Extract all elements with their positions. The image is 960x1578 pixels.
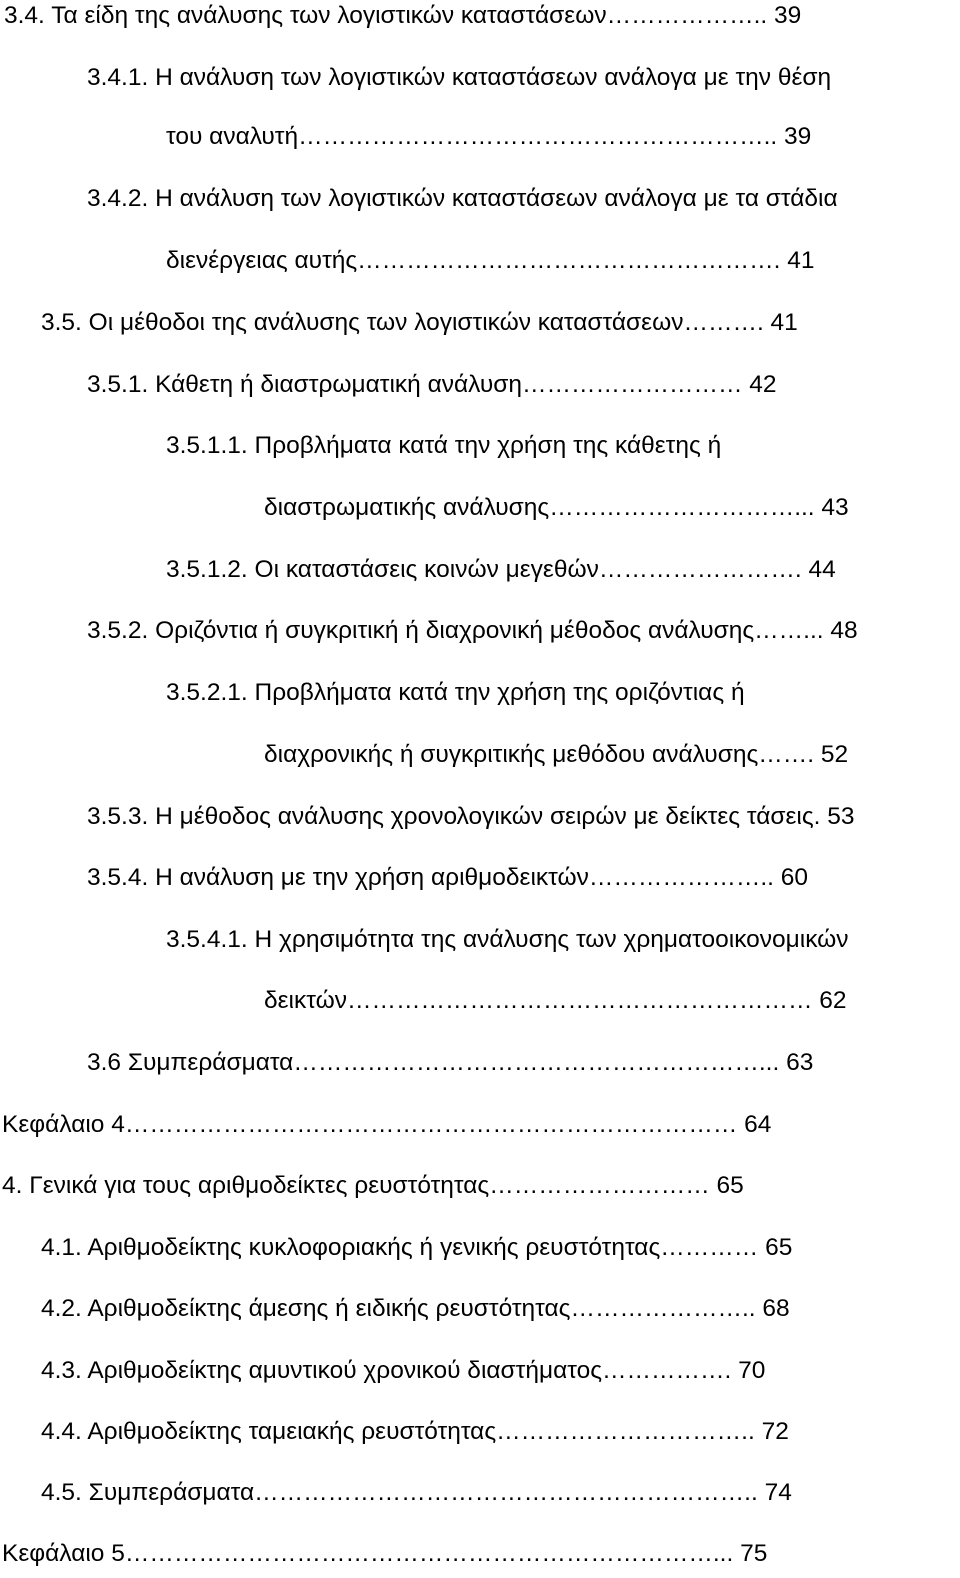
toc-line: 3.5.1.1. Προβλήματα κατά την χρήση της κάθετης ή (166, 432, 722, 459)
toc-line: 3.5.4. Η ανάλυση με την χρήση αριθμοδεικτών………………….. 60 (87, 864, 809, 891)
toc-line: διαστρωματικής ανάλυσης…………………………... 43 (264, 494, 849, 521)
toc-line: 3.4.2. Η ανάλυση των λογιστικών καταστάσεων ανάλογα με τα στάδια (87, 185, 838, 212)
toc-line: 3.5.4.1. Η χρησιμότητα της ανάλυσης των χρηματοοικονομικών (166, 926, 849, 953)
toc-line: 4.3. Αριθμοδείκτης αμυντικού χρονικού διαστήματος……………. 70 (41, 1357, 766, 1384)
toc-line: 4. Γενικά για τους αριθμοδείκτες ρευστότητας……………………… 65 (2, 1172, 744, 1199)
toc-line: δεικτών………………………………………………… 62 (264, 987, 847, 1014)
toc-line: 3.5.3. Η μέθοδος ανάλυσης χρονολογικών σειρών με δείκτες τάσεις. 53 (87, 803, 855, 830)
toc-line: διενέργειας αυτής……………………………………………. 41 (166, 247, 815, 274)
toc-line: 4.5. Συμπεράσματα…………………………………………………….. 74 (41, 1479, 792, 1506)
toc-line: του αναλυτή………………………………………………….. 39 (166, 123, 812, 150)
toc-line: 3.5.2. Οριζόντια ή συγκριτική ή διαχρονική μέθοδος ανάλυσης……... 48 (87, 617, 858, 644)
toc-line: 3.5.1.2. Οι καταστάσεις κοινών μεγεθών……………………. 44 (166, 556, 836, 583)
toc-line: 3.4. Τα είδη της ανάλυσης των λογιστικών καταστάσεων……………….. 39 (4, 2, 802, 29)
toc-line: 3.5. Οι μέθοδοι της ανάλυσης των λογιστικών καταστάσεων………. 41 (41, 309, 798, 336)
toc-line: διαχρονικής ή συγκριτικής μεθόδου ανάλυσης……. 52 (264, 741, 849, 768)
toc-line: 3.6 Συμπεράσματα…………………………………………………... 63 (87, 1049, 814, 1076)
toc-line: 3.4.1. Η ανάλυση των λογιστικών καταστάσεων ανάλογα με την θέση (87, 64, 832, 91)
toc-line: 4.4. Αριθμοδείκτης ταμειακής ρευστότητας………………………….. 72 (41, 1418, 789, 1445)
toc-line: 4.1. Αριθμοδείκτης κυκλοφοριακής ή γενικής ρευστότητας………… 65 (41, 1234, 793, 1261)
toc-line: 3.5.2.1. Προβλήματα κατά την χρήση της οριζόντιας ή (166, 679, 745, 706)
toc-line: Κεφάλαιο 4………………………………………………………………… 64 (2, 1111, 772, 1138)
toc-line: Κεφάλαιο 5………………………………………………………………... 75 (2, 1540, 768, 1567)
toc-line: 3.5.1. Κάθετη ή διαστρωματική ανάλυση……………………… 42 (87, 371, 777, 398)
toc-line: 4.2. Αριθμοδείκτης άμεσης ή ειδικής ρευστότητας………………….. 68 (41, 1295, 790, 1322)
